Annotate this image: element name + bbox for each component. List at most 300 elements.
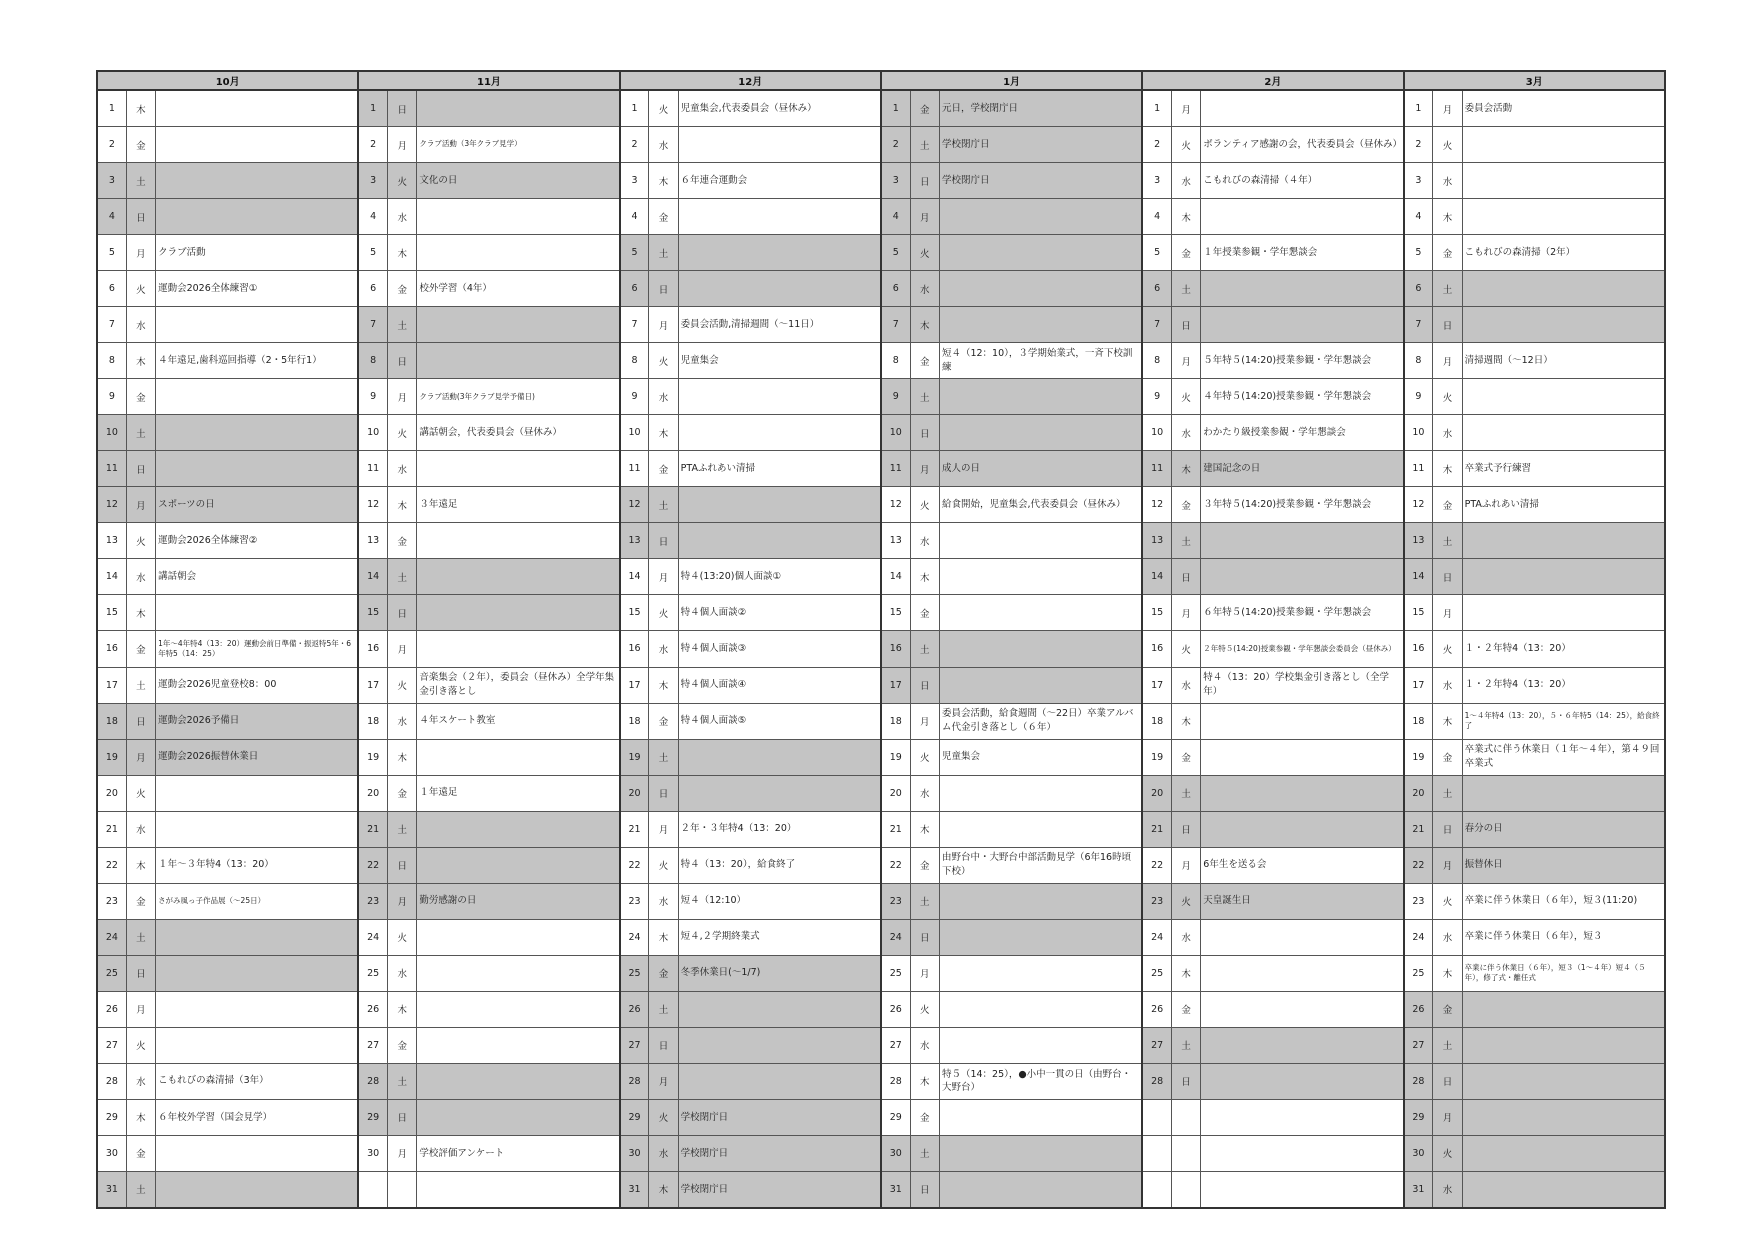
weekday: 火 (649, 595, 678, 631)
day-event: スポーツの日 (156, 487, 359, 523)
day-number: 9 (620, 379, 649, 415)
weekday: 土 (1172, 523, 1201, 559)
weekday: 日 (126, 955, 155, 991)
day-event (1201, 1171, 1404, 1208)
weekday: 土 (910, 127, 939, 163)
day-event: ４年遠足,歯科巡回指導（2・5年行1） (156, 343, 359, 379)
day-number: 17 (358, 667, 387, 703)
weekday: 土 (1172, 1027, 1201, 1063)
day-number: 28 (1404, 1063, 1433, 1099)
day-event: 元日，学校閉庁日 (939, 90, 1142, 127)
day-number: 1 (97, 90, 126, 127)
weekday: 金 (910, 847, 939, 883)
calendar-row (97, 1135, 1665, 1171)
day-number: 15 (1404, 595, 1433, 631)
day-event (678, 199, 881, 235)
day-number: 11 (97, 451, 126, 487)
day-number: 26 (620, 991, 649, 1027)
day-event (939, 235, 1142, 271)
weekday: 土 (910, 883, 939, 919)
day-number: 1 (620, 90, 649, 127)
day-event: 特４個人面談③ (678, 631, 881, 667)
day-number: 1 (1142, 90, 1171, 127)
day-event: 短４（12：10），３学期始業式，一斉下校訓練 (939, 343, 1142, 379)
day-number: 6 (1404, 271, 1433, 307)
day-number: 16 (881, 631, 910, 667)
day-number: 19 (881, 739, 910, 775)
day-event (1201, 271, 1404, 307)
day-event: ６年連合運動会 (678, 163, 881, 199)
day-number: 19 (620, 739, 649, 775)
day-event: 建国記念の日 (1201, 451, 1404, 487)
weekday: 日 (649, 523, 678, 559)
day-number: 14 (97, 559, 126, 595)
weekday: 火 (910, 487, 939, 523)
day-number: 14 (1142, 559, 1171, 595)
weekday (1172, 1099, 1201, 1135)
day-number: 6 (881, 271, 910, 307)
day-number: 3 (881, 163, 910, 199)
day-event (678, 271, 881, 307)
day-event (156, 991, 359, 1027)
day-number: 17 (1142, 667, 1171, 703)
day-number: 2 (97, 127, 126, 163)
day-event: 運動会2026振替休業日 (156, 739, 359, 775)
weekday: 日 (649, 775, 678, 811)
weekday: 水 (649, 631, 678, 667)
day-number: 13 (1404, 523, 1433, 559)
weekday: 月 (126, 487, 155, 523)
day-event (678, 991, 881, 1027)
day-event: 冬季休業日(～1/7) (678, 955, 881, 991)
day-event: 短４,２学期終業式 (678, 919, 881, 955)
day-number: 20 (358, 775, 387, 811)
weekday: 木 (126, 90, 155, 127)
day-number: 5 (1142, 235, 1171, 271)
weekday: 木 (649, 667, 678, 703)
day-number: 10 (620, 415, 649, 451)
weekday: 水 (910, 775, 939, 811)
weekday: 木 (388, 991, 417, 1027)
day-number: 29 (97, 1099, 126, 1135)
weekday: 月 (910, 199, 939, 235)
weekday: 金 (1172, 739, 1201, 775)
day-event (417, 631, 620, 667)
weekday: 日 (910, 667, 939, 703)
day-event: 講話朝会 (156, 559, 359, 595)
day-event: １年遠足 (417, 775, 620, 811)
day-number: 21 (97, 811, 126, 847)
weekday: 木 (388, 487, 417, 523)
weekday: 金 (388, 271, 417, 307)
weekday: 金 (126, 883, 155, 919)
weekday: 月 (649, 1063, 678, 1099)
day-event: 卒業に伴う休業日（６年），短３ (1462, 919, 1665, 955)
weekday: 木 (910, 1063, 939, 1099)
day-event: さがみ風っ子作品展（～25日） (156, 883, 359, 919)
day-event (1462, 163, 1665, 199)
weekday: 日 (910, 919, 939, 955)
weekday: 金 (910, 90, 939, 127)
weekday: 日 (910, 415, 939, 451)
day-number: 18 (1142, 703, 1171, 739)
weekday: 火 (649, 847, 678, 883)
day-event: 由野台中・大野台中部活動見学（6年16時頃下校） (939, 847, 1142, 883)
day-event: 音楽集会（２年），委員会（昼休み）全学年集金引き落とし (417, 667, 620, 703)
day-number: 26 (1142, 991, 1171, 1027)
calendar-row (97, 307, 1665, 343)
day-event: PTAふれあい清掃 (1462, 487, 1665, 523)
day-number: 29 (881, 1099, 910, 1135)
day-event (156, 451, 359, 487)
day-event (156, 1171, 359, 1208)
day-event (939, 955, 1142, 991)
weekday: 水 (910, 271, 939, 307)
day-number: 4 (620, 199, 649, 235)
weekday: 火 (1433, 127, 1462, 163)
day-number: 27 (358, 1027, 387, 1063)
day-number: 7 (1142, 307, 1171, 343)
day-event (417, 955, 620, 991)
calendar-row (97, 451, 1665, 487)
day-number: 21 (620, 811, 649, 847)
day-event: 成人の日 (939, 451, 1142, 487)
weekday: 日 (1433, 307, 1462, 343)
weekday: 水 (649, 379, 678, 415)
day-event: ６年校外学習（国会見学） (156, 1099, 359, 1135)
weekday: 水 (126, 559, 155, 595)
day-number: 15 (881, 595, 910, 631)
weekday: 火 (1172, 883, 1201, 919)
day-event: 学校閉庁日 (939, 163, 1142, 199)
day-event (939, 991, 1142, 1027)
day-event: 給食開始，児童集会,代表委員会（昼休み） (939, 487, 1142, 523)
day-number: 16 (358, 631, 387, 667)
day-event (1201, 991, 1404, 1027)
calendar-row (97, 847, 1665, 883)
day-number: 31 (881, 1171, 910, 1208)
weekday: 水 (126, 1063, 155, 1099)
day-number: 12 (1142, 487, 1171, 523)
day-number: 20 (1142, 775, 1171, 811)
weekday: 水 (126, 307, 155, 343)
day-number: 13 (97, 523, 126, 559)
day-number: 30 (358, 1135, 387, 1171)
month-header-row (97, 71, 1665, 90)
day-event: １年～３年特4（13：20） (156, 847, 359, 883)
day-event: 運動会2026全体練習① (156, 271, 359, 307)
weekday: 月 (910, 955, 939, 991)
day-number: 2 (620, 127, 649, 163)
weekday: 日 (388, 1099, 417, 1135)
day-event (1201, 703, 1404, 739)
weekday: 水 (649, 883, 678, 919)
day-event (939, 199, 1142, 235)
day-number: 4 (881, 199, 910, 235)
weekday: 金 (126, 379, 155, 415)
weekday: 火 (1433, 1135, 1462, 1171)
weekday: 金 (126, 1135, 155, 1171)
day-event (939, 883, 1142, 919)
day-number: 2 (881, 127, 910, 163)
day-event: ４年スケート教室 (417, 703, 620, 739)
weekday: 火 (388, 667, 417, 703)
day-event: １・２年特4（13：20） (1462, 631, 1665, 667)
day-event: 清掃週間（～12日） (1462, 343, 1665, 379)
weekday: 水 (1433, 163, 1462, 199)
day-number: 6 (620, 271, 649, 307)
weekday: 土 (1433, 1027, 1462, 1063)
weekday: 木 (649, 1171, 678, 1208)
day-event (417, 559, 620, 595)
day-event: 運動会2026児童登校8：00 (156, 667, 359, 703)
weekday: 木 (1433, 451, 1462, 487)
weekday: 水 (388, 703, 417, 739)
day-event: 学校評価アンケート (417, 1135, 620, 1171)
day-event: １・２年特4（13：20） (1462, 667, 1665, 703)
weekday: 土 (388, 559, 417, 595)
weekday: 土 (126, 919, 155, 955)
day-event (417, 739, 620, 775)
weekday: 土 (1172, 775, 1201, 811)
day-number: 23 (1404, 883, 1433, 919)
weekday: 木 (126, 343, 155, 379)
calendar-row (97, 235, 1665, 271)
day-event: 児童集会 (678, 343, 881, 379)
calendar-row (97, 991, 1665, 1027)
day-number: 23 (881, 883, 910, 919)
day-event (939, 415, 1142, 451)
day-number: 27 (1142, 1027, 1171, 1063)
day-number: 24 (881, 919, 910, 955)
day-event (939, 1171, 1142, 1208)
day-event (417, 1099, 620, 1135)
day-number: 22 (881, 847, 910, 883)
day-number: 8 (1142, 343, 1171, 379)
day-event: ４年特５(14:20)授業参観・学年懇談会 (1201, 379, 1404, 415)
weekday: 月 (388, 127, 417, 163)
day-number: 25 (97, 955, 126, 991)
weekday: 火 (910, 991, 939, 1027)
day-number: 10 (1404, 415, 1433, 451)
day-number: 19 (1404, 739, 1433, 775)
day-event: 学校閉庁日 (678, 1135, 881, 1171)
day-number: 18 (881, 703, 910, 739)
day-number: 2 (358, 127, 387, 163)
weekday: 土 (910, 1135, 939, 1171)
weekday: 木 (1433, 955, 1462, 991)
weekday: 金 (649, 199, 678, 235)
weekday: 土 (126, 1171, 155, 1208)
weekday: 月 (126, 991, 155, 1027)
weekday: 金 (1433, 235, 1462, 271)
weekday: 水 (1433, 667, 1462, 703)
weekday: 日 (910, 163, 939, 199)
weekday: 木 (910, 559, 939, 595)
weekday: 日 (388, 343, 417, 379)
day-event: ５年特５(14:20)授業参観・学年懇談会 (1201, 343, 1404, 379)
day-event (1201, 739, 1404, 775)
day-number: 12 (358, 487, 387, 523)
weekday: 木 (649, 919, 678, 955)
day-event (1201, 919, 1404, 955)
day-event (678, 127, 881, 163)
calendar-row (97, 559, 1665, 595)
day-number: 3 (97, 163, 126, 199)
calendar-row (97, 775, 1665, 811)
weekday: 土 (388, 307, 417, 343)
day-event (1462, 1063, 1665, 1099)
day-number: 18 (97, 703, 126, 739)
calendar-row (97, 90, 1665, 127)
day-event (417, 1171, 620, 1208)
day-number: 25 (1404, 955, 1433, 991)
day-event (156, 127, 359, 163)
day-number: 2 (1142, 127, 1171, 163)
day-event (417, 451, 620, 487)
day-number: 18 (358, 703, 387, 739)
day-event (417, 595, 620, 631)
weekday: 月 (910, 451, 939, 487)
day-event (156, 919, 359, 955)
weekday: 日 (388, 90, 417, 127)
day-event (417, 235, 620, 271)
weekday: 月 (1172, 343, 1201, 379)
day-number: 8 (97, 343, 126, 379)
calendar-row (97, 415, 1665, 451)
day-event (1201, 1027, 1404, 1063)
weekday: 木 (1433, 199, 1462, 235)
weekday (388, 1171, 417, 1208)
day-event: 児童集会,代表委員会（昼休み） (678, 90, 881, 127)
day-event (1201, 307, 1404, 343)
day-number: 21 (1142, 811, 1171, 847)
day-event: 1年～4年特4（13：20）運動会前日準備・振返特5年・6年特5（14：25） (156, 631, 359, 667)
day-number: 16 (620, 631, 649, 667)
day-number: 21 (1404, 811, 1433, 847)
day-event (1462, 1135, 1665, 1171)
weekday: 月 (388, 379, 417, 415)
day-number: 5 (1404, 235, 1433, 271)
day-number: 2 (1404, 127, 1433, 163)
weekday: 月 (1433, 90, 1462, 127)
day-event: 振替休日 (1462, 847, 1665, 883)
day-number: 12 (1404, 487, 1433, 523)
day-number: 1 (881, 90, 910, 127)
weekday: 火 (1433, 883, 1462, 919)
weekday: 金 (1433, 487, 1462, 523)
calendar-row (97, 1171, 1665, 1208)
day-number: 9 (1404, 379, 1433, 415)
weekday: 木 (1433, 703, 1462, 739)
weekday: 火 (1433, 631, 1462, 667)
day-number: 14 (358, 559, 387, 595)
day-event (1462, 415, 1665, 451)
day-number: 30 (1404, 1135, 1433, 1171)
weekday: 火 (910, 235, 939, 271)
day-number: 6 (97, 271, 126, 307)
weekday: 金 (649, 703, 678, 739)
day-event (939, 1135, 1142, 1171)
day-event (939, 523, 1142, 559)
day-event: 卒業に伴う休業日（６年），短３(11:20) (1462, 883, 1665, 919)
day-number: 20 (1404, 775, 1433, 811)
weekday: 木 (1172, 703, 1201, 739)
day-event: 運動会2026予備日 (156, 703, 359, 739)
weekday: 金 (1172, 235, 1201, 271)
day-event: 校外学習（4年） (417, 271, 620, 307)
school-calendar-table (96, 70, 1666, 1209)
day-event (156, 379, 359, 415)
calendar-row (97, 883, 1665, 919)
day-number: 16 (97, 631, 126, 667)
weekday: 水 (388, 451, 417, 487)
day-event: 卒業式予行練習 (1462, 451, 1665, 487)
weekday: 木 (126, 595, 155, 631)
weekday: 月 (649, 559, 678, 595)
day-number: 27 (881, 1027, 910, 1063)
calendar-row (97, 271, 1665, 307)
day-event (678, 523, 881, 559)
day-event: 卒業式に伴う休業日（１年～４年），第４９回卒業式 (1462, 739, 1665, 775)
day-event: 委員会活動,清掃週間（～11日） (678, 307, 881, 343)
weekday: 土 (126, 163, 155, 199)
weekday: 火 (649, 343, 678, 379)
day-event: ３年特５(14:20)授業参観・学年懇談会 (1201, 487, 1404, 523)
day-number: 10 (358, 415, 387, 451)
day-event (678, 739, 881, 775)
day-number: 9 (97, 379, 126, 415)
day-event: 委員会活動，給食週間（～22日）卒業アルバム代金引き落とし（６年） (939, 703, 1142, 739)
day-number: 27 (1404, 1027, 1433, 1063)
weekday: 金 (649, 451, 678, 487)
weekday: 水 (1433, 919, 1462, 955)
day-number: 14 (1404, 559, 1433, 595)
day-event (1462, 775, 1665, 811)
weekday: 水 (126, 811, 155, 847)
day-event (939, 595, 1142, 631)
weekday: 水 (388, 199, 417, 235)
day-number: 15 (358, 595, 387, 631)
day-event (1201, 1063, 1404, 1099)
weekday: 日 (1172, 559, 1201, 595)
weekday: 水 (1172, 415, 1201, 451)
weekday: 金 (1172, 991, 1201, 1027)
day-number: 1 (1404, 90, 1433, 127)
weekday: 日 (1433, 1063, 1462, 1099)
weekday: 月 (1172, 847, 1201, 883)
day-event (156, 415, 359, 451)
day-number: 13 (620, 523, 649, 559)
day-number: 15 (1142, 595, 1171, 631)
day-event (156, 307, 359, 343)
day-number: 7 (620, 307, 649, 343)
day-number: 13 (1142, 523, 1171, 559)
calendar-row (97, 667, 1665, 703)
day-number: 17 (1404, 667, 1433, 703)
day-event (417, 307, 620, 343)
day-event (1201, 1135, 1404, 1171)
calendar-row (97, 595, 1665, 631)
weekday: 火 (388, 919, 417, 955)
day-event (678, 379, 881, 415)
day-event (939, 1027, 1142, 1063)
day-event (417, 523, 620, 559)
weekday: 水 (1433, 415, 1462, 451)
day-number: 11 (358, 451, 387, 487)
day-event (156, 811, 359, 847)
day-event (939, 379, 1142, 415)
